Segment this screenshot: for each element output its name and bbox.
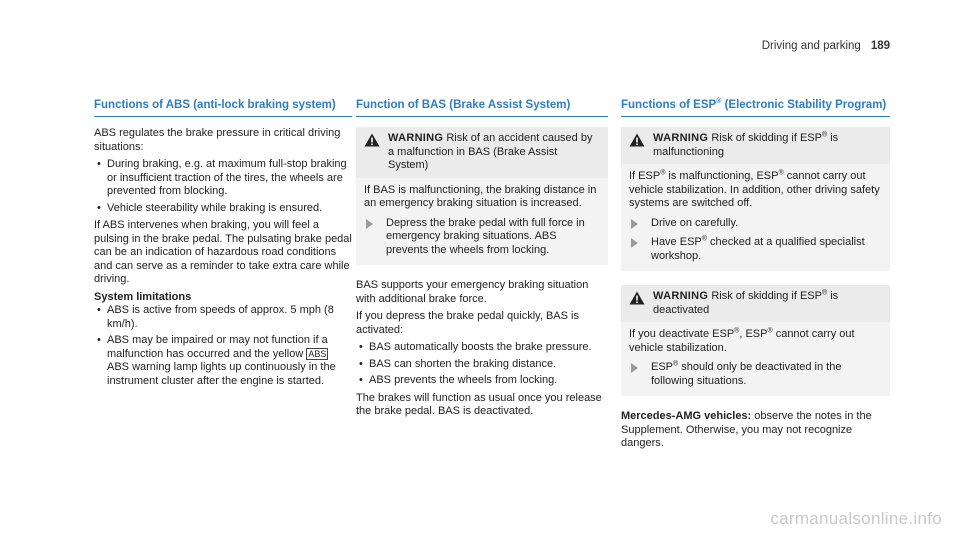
text-part: cannot carry out vehicle stabilization. bbox=[629, 328, 855, 354]
abs-section-title: Functions of ABS (anti-lock braking system) bbox=[94, 98, 352, 117]
esp-column bbox=[621, 98, 890, 455]
text-part: If ESP bbox=[629, 170, 661, 182]
text-part: Have ESP bbox=[651, 236, 702, 248]
registered-mark: ® bbox=[716, 98, 722, 106]
warning-body bbox=[356, 178, 608, 266]
warning-header bbox=[356, 127, 608, 178]
registered-mark: ® bbox=[767, 327, 773, 335]
step-text bbox=[651, 236, 882, 263]
warning-headline: Risk of an accident caused by a malfunction in BAS (Brake Assist System) bbox=[388, 132, 593, 171]
bas-section-title: Function of BAS (Brake Assist System) bbox=[356, 98, 608, 117]
bas-column bbox=[356, 98, 608, 423]
text-part: cannot carry out vehicle stabilization. In addition, other driving safety systems are switched off. bbox=[629, 170, 880, 209]
text-part: is malfunctioning, ESP bbox=[665, 170, 779, 182]
step-arrow-icon bbox=[366, 219, 373, 229]
step-text: Depress the brake pedal with full force in emergency braking situations. ABS prevents the wheels from locking. bbox=[386, 216, 585, 256]
warning-label: WARNING bbox=[388, 132, 444, 144]
esp-title-a: Functions of ESP bbox=[621, 99, 717, 111]
registered-mark: ® bbox=[821, 131, 828, 139]
amg-note bbox=[621, 410, 890, 451]
warning-headline: Risk of skidding if ESP bbox=[711, 290, 822, 302]
list-item: • During braking, e.g. at maximum full-stop braking or insufficient traction of the tires, the wheels are prevented from blocking. bbox=[94, 158, 352, 199]
page-number: 189 bbox=[870, 40, 890, 52]
amg-text: observe the notes in the Supplement. Otherwise, you may not recognize dangers. bbox=[621, 410, 872, 449]
warning-headline-tail: is deactivated bbox=[653, 290, 839, 316]
registered-mark: ® bbox=[660, 169, 666, 177]
warning-label: WARNING bbox=[653, 132, 709, 144]
step-text bbox=[651, 361, 882, 388]
abs-paragraph: If ABS intervenes when braking, you will feel a pulsing in the brake pedal. The pulsating brake pedal can be an indication of hazardous road conditions and can serve as a reminder to take extra care while driving. bbox=[94, 219, 352, 285]
step-arrow-icon bbox=[631, 363, 638, 373]
warning-triangle-icon bbox=[629, 291, 645, 305]
list-item: • ABS is active from speeds of approx. 5 mph (8 km/h). bbox=[94, 304, 352, 331]
warning-label: WARNING bbox=[653, 290, 709, 302]
abs-limitations-list bbox=[94, 304, 352, 388]
limit-tail: ABS warning lamp lights up continuously in the instrument cluster after the engine is started. bbox=[107, 361, 336, 387]
warning-step bbox=[364, 217, 600, 258]
registered-mark: ® bbox=[701, 235, 707, 243]
warning-body bbox=[621, 322, 890, 396]
registered-mark: ® bbox=[778, 169, 784, 177]
abs-column bbox=[94, 98, 352, 392]
page-header bbox=[762, 40, 890, 54]
warning-step bbox=[629, 236, 882, 263]
bas-paragraph: BAS supports your emergency braking situation with additional brake force. bbox=[356, 279, 589, 305]
text-part: If you deactivate ESP bbox=[629, 328, 735, 340]
abs-bullet-list bbox=[94, 158, 352, 215]
step-arrow-icon bbox=[631, 219, 638, 229]
warning-step bbox=[629, 217, 882, 231]
esp-deactivated-warning-box bbox=[621, 285, 890, 396]
warning-text: If BAS is malfunctioning, the braking distance in an emergency braking situation is increased. bbox=[364, 183, 597, 209]
warning-triangle-icon bbox=[364, 133, 380, 147]
warning-body bbox=[621, 164, 890, 271]
limit-text: ABS may be impaired or may not function if a malfunction has occurred and the yellow bbox=[107, 334, 328, 360]
text-part: , ESP bbox=[739, 328, 768, 340]
warning-headline-tail: is malfunctioning bbox=[653, 132, 839, 158]
list-item: • ABS prevents the wheels from locking. bbox=[356, 374, 608, 388]
text-part: checked at a qualified specialist workshop. bbox=[651, 236, 865, 262]
list-item: • BAS can shorten the braking distance. bbox=[356, 358, 608, 372]
bas-warning-box bbox=[356, 127, 608, 265]
registered-mark: ® bbox=[673, 360, 679, 368]
list-item bbox=[94, 334, 352, 388]
step-arrow-icon bbox=[631, 238, 638, 248]
bas-paragraph: If you depress the brake pedal quickly, BAS is activated: bbox=[356, 310, 579, 336]
warning-header bbox=[621, 127, 890, 164]
step-text: Drive on carefully. bbox=[651, 216, 739, 229]
warning-text bbox=[629, 170, 882, 211]
warning-step bbox=[629, 361, 882, 388]
header-title: Driving and parking bbox=[761, 40, 861, 52]
registered-mark: ® bbox=[821, 289, 828, 297]
registered-mark: ® bbox=[734, 327, 740, 335]
esp-malfunction-warning-box bbox=[621, 127, 890, 271]
abs-intro: ABS regulates the brake pressure in critical driving situations: bbox=[94, 127, 341, 153]
abs-warning-lamp-icon: ABS bbox=[308, 348, 327, 359]
list-item: • BAS automatically boosts the brake pressure. bbox=[356, 341, 608, 355]
bas-paragraph: The brakes will function as usual once you release the brake pedal. BAS is deactivated. bbox=[356, 391, 602, 417]
text-part: ESP bbox=[651, 361, 674, 373]
esp-section-title bbox=[621, 98, 890, 117]
watermark: carmanualsonline.info bbox=[770, 508, 942, 528]
esp-title-b: (Electronic Stability Program) bbox=[721, 99, 887, 111]
warning-headline: Risk of skidding if ESP bbox=[711, 132, 822, 144]
list-item: • Vehicle steerability while braking is ensured. bbox=[94, 202, 352, 216]
text-part: should only be deactivated in the following situations. bbox=[651, 361, 842, 387]
bas-bullet-list bbox=[356, 341, 608, 388]
warning-header bbox=[621, 285, 890, 322]
warning-triangle-icon bbox=[629, 133, 645, 147]
amg-bold-label: Mercedes-AMG vehicles: bbox=[621, 410, 752, 422]
warning-text bbox=[629, 328, 882, 355]
system-limitations-heading: System limitations bbox=[94, 290, 192, 303]
